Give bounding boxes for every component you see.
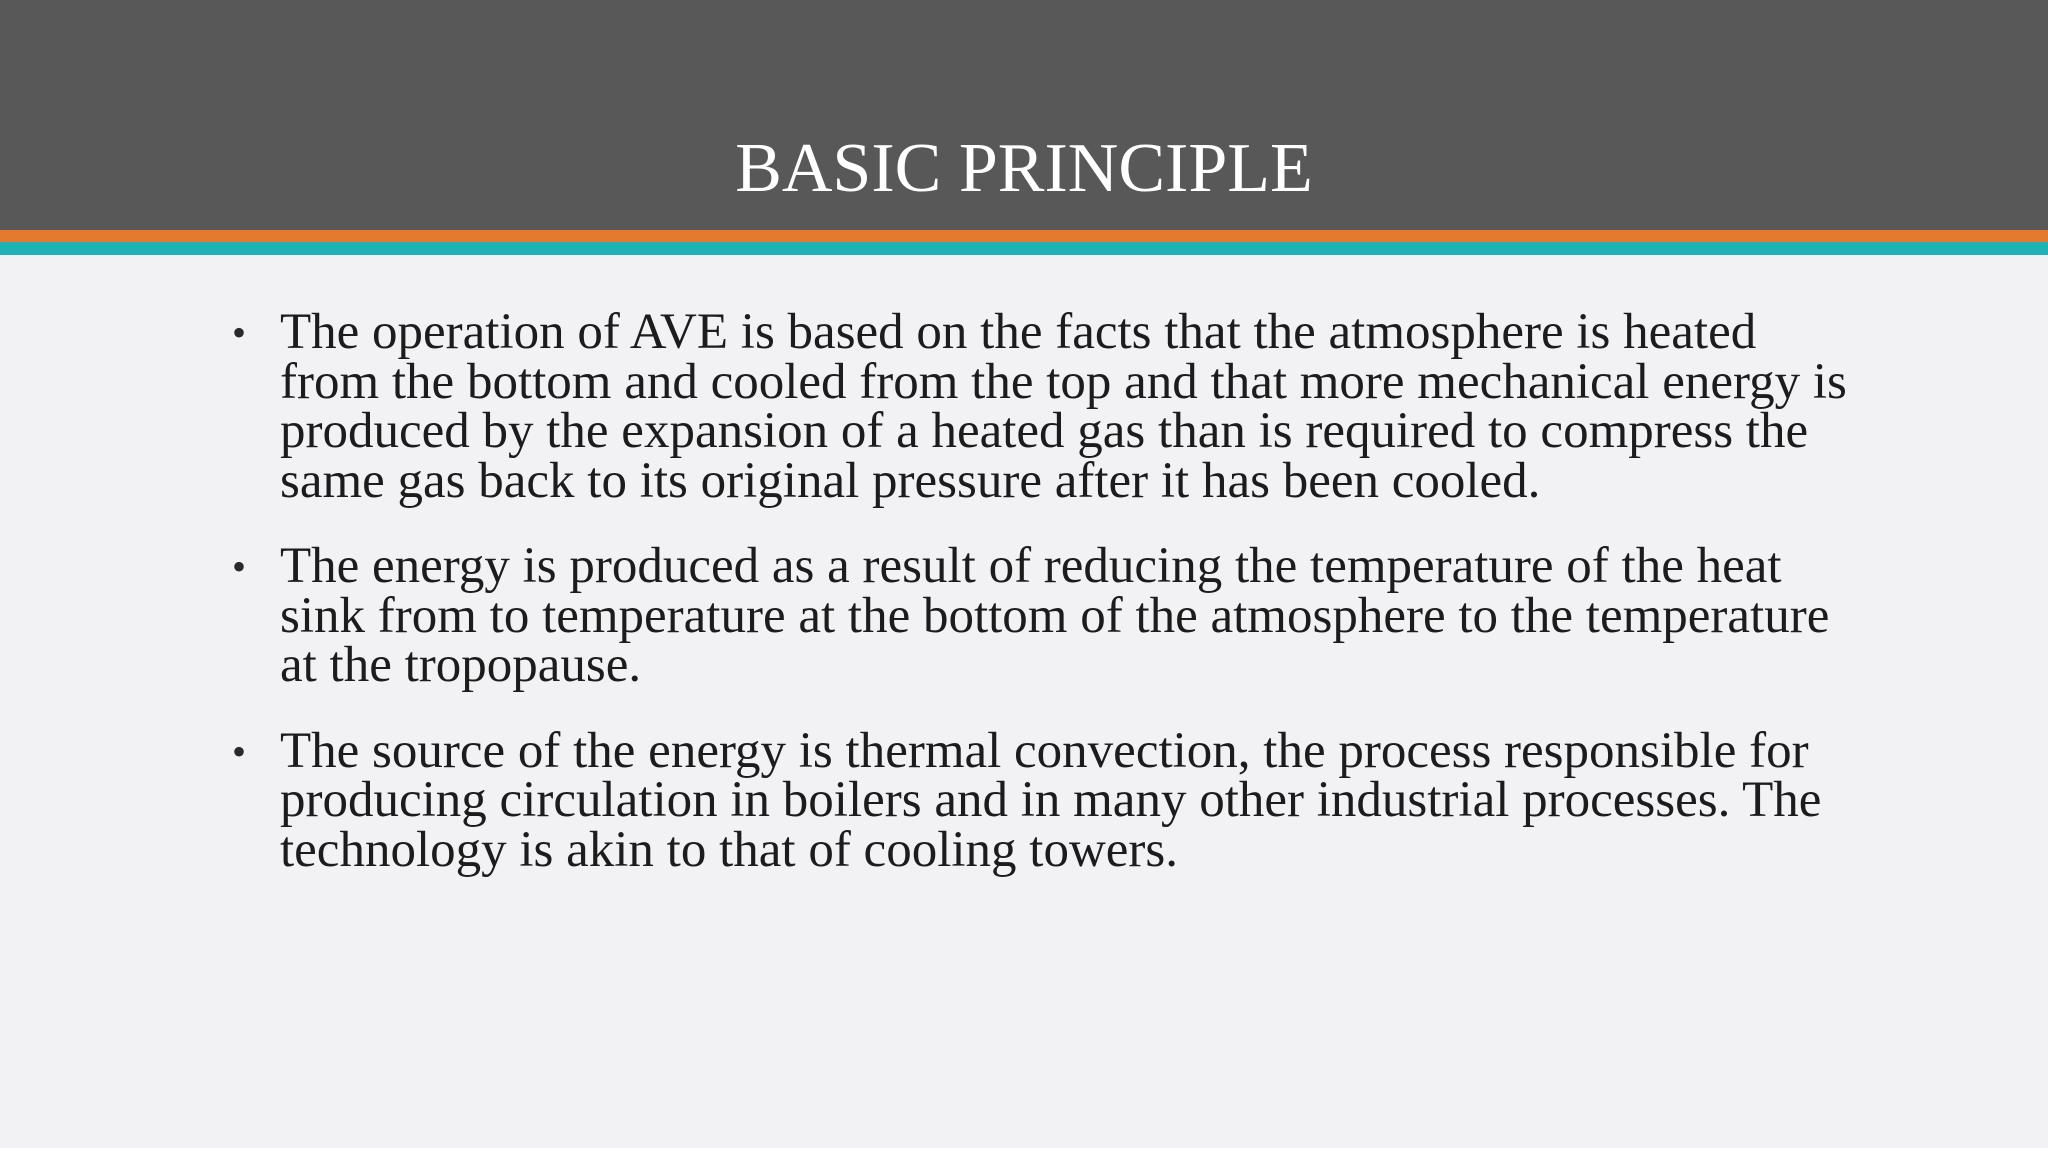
bullet-icon: • (232, 544, 247, 589)
accent-stripe-orange (0, 230, 2048, 242)
bottom-edge (0, 1148, 2048, 1152)
slide-title: BASIC PRINCIPLE (735, 130, 1313, 207)
bullet-text: The operation of AVE is based on the facts that the atmosphere is heated from the bottom and cooled from the top and that more mechanical energy is produced by the expansion of a heated gas than is required to compress the same gas back to its original pressure after it has been cooled. (280, 304, 1847, 509)
bullet-item (228, 304, 1848, 509)
bullet-item (228, 722, 1848, 878)
bullet-list (228, 304, 1848, 911)
bullet-icon: • (232, 310, 247, 355)
bullet-text: The energy is produced as a result of reducing the temperature of the heat sink from to temperature at the bottom of the atmosphere to the temperature at the tropopause. (280, 538, 1830, 693)
bullet-text: The source of the energy is thermal convection, the process responsible for producing circulation in boilers and in many other industrial processes. The technology is akin to that of cooling towers. (280, 722, 1822, 878)
bullet-item (228, 538, 1848, 693)
accent-stripe-teal (0, 242, 2048, 255)
title-bar (0, 0, 2048, 230)
bullet-icon: • (232, 728, 247, 774)
